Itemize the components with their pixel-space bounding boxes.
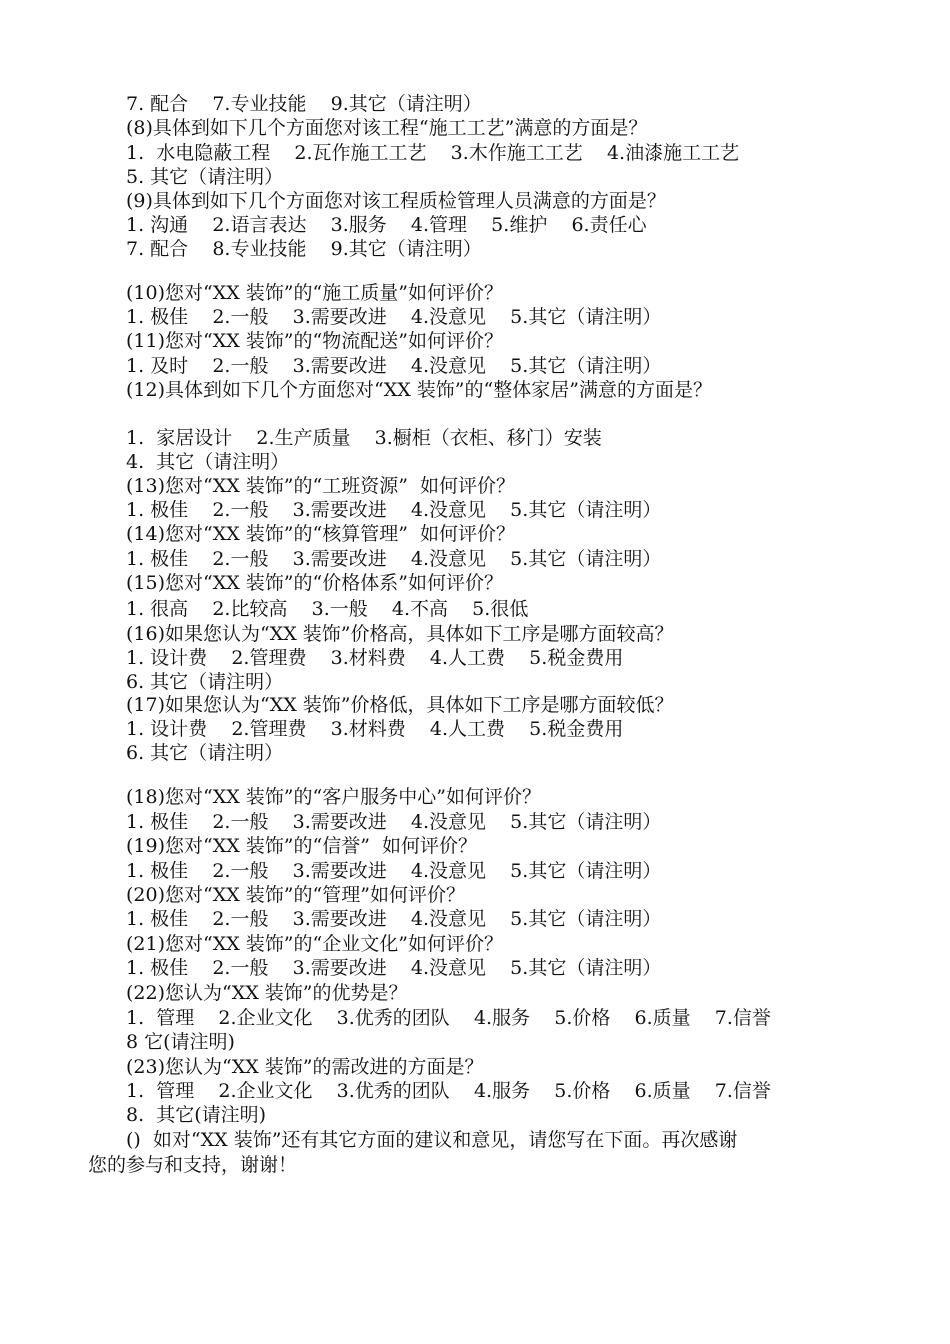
question-9: (9)具体到如下几个方面您对该工程质检管理人员满意的方面是？	[126, 190, 666, 212]
question-13: (13)您对“XX 装饰”的“工班资源” 如何评价？	[126, 475, 516, 497]
question-17: (17)如果您认为“XX 装饰”价格低，具体如下工序是哪方面较低？	[126, 694, 674, 716]
text-line: 1. 极佳 2.一般 3.需要改进 4.没意见 5.其它（请注明）	[126, 908, 662, 930]
text-line: 1. 及时 2.一般 3.需要改进 4.没意见 5.其它（请注明）	[126, 355, 662, 377]
question-15: (15)您对“XX 装饰”的“价格体系”如何评价？	[126, 572, 503, 594]
question-11: (11)您对“XX 装饰”的“物流配送”如何评价？	[126, 330, 503, 352]
question-16: (16)如果您认为“XX 装饰”价格高，具体如下工序是哪方面较高？	[126, 623, 674, 645]
text-line: 1. 极佳 2.一般 3.需要改进 4.没意见 5.其它（请注明）	[126, 548, 662, 570]
text-line: 6. 其它（请注明）	[126, 671, 284, 693]
text-line: 1. 很高 2.比较高 3.一般 4.不高 5.很低	[126, 598, 529, 620]
text-line: 1. 设计费 2.管理费 3.材料费 4.人工费 5.税金费用	[126, 718, 624, 740]
text-line: 1. 管理 2.企业文化 3.优秀的团队 4.服务 5.价格 6.质量 7.信誉	[126, 1007, 771, 1029]
text-line: 7. 配合 8.专业技能 9.其它（请注明）	[126, 238, 482, 260]
text-line: 1. 沟通 2.语言表达 3.服务 4.管理 5.维护 6.责任心	[126, 214, 647, 236]
text-line: 1. 设计费 2.管理费 3.材料费 4.人工费 5.税金费用	[126, 647, 624, 669]
text-line: 1. 极佳 2.一般 3.需要改进 4.没意见 5.其它（请注明）	[126, 306, 662, 328]
question-8: (8)具体到如下几个方面您对该工程“施工工艺”满意的方面是？	[126, 117, 648, 139]
closing-remark: () 如对“XX 装饰”还有其它方面的建议和意见，请您写在下面。再次感谢	[126, 1129, 738, 1151]
text-line: 7. 配合 7.专业技能 9.其它（请注明）	[126, 93, 482, 115]
text-line: 1. 极佳 2.一般 3.需要改进 4.没意见 5.其它（请注明）	[126, 499, 662, 521]
text-line: 1. 家居设计 2.生产质量 3.橱柜（衣柜、移门）安装	[126, 427, 602, 449]
text-line: 1. 极佳 2.一般 3.需要改进 4.没意见 5.其它（请注明）	[126, 957, 662, 979]
question-10: (10)您对“XX 装饰”的“施工质量”如何评价？	[126, 282, 503, 304]
text-line: 1. 管理 2.企业文化 3.优秀的团队 4.服务 5.价格 6.质量 7.信誉	[126, 1080, 771, 1102]
text-line: 5. 其它（请注明）	[126, 166, 284, 188]
question-22: (22)您认为“XX 装饰”的优势是？	[126, 982, 408, 1004]
text-line: 1. 水电隐蔽工程 2.瓦作施工工艺 3.木作施工工艺 4.油漆施工工艺	[126, 142, 740, 164]
text-line: 4. 其它（请注明）	[126, 451, 290, 473]
text-line: 1. 极佳 2.一般 3.需要改进 4.没意见 5.其它（请注明）	[126, 860, 662, 882]
question-19: (19)您对“XX 装饰”的“信誉” 如何评价？	[126, 835, 478, 857]
text-line: 6. 其它（请注明）	[126, 742, 284, 764]
question-23: (23)您认为“XX 装饰”的需改进的方面是？	[126, 1056, 484, 1078]
question-18: (18)您对“XX 装饰”的“客户服务中心”如何评价？	[126, 786, 541, 808]
question-12: (12)具体到如下几个方面您对“XX 装饰”的“整体家居”满意的方面是？	[126, 379, 712, 401]
closing-remark: 您的参与和支持，谢谢！	[88, 1154, 298, 1176]
text-line: 8 它(请注明)	[126, 1031, 235, 1053]
question-21: (21)您对“XX 装饰”的“企业文化”如何评价？	[126, 933, 503, 955]
text-line: 8. 其它(请注明)	[126, 1104, 267, 1126]
question-20: (20)您对“XX 装饰”的“管理”如何评价？	[126, 884, 465, 906]
text-line: 1. 极佳 2.一般 3.需要改进 4.没意见 5.其它（请注明）	[126, 811, 662, 833]
question-14: (14)您对“XX 装饰”的“核算管理” 如何评价？	[126, 523, 516, 545]
